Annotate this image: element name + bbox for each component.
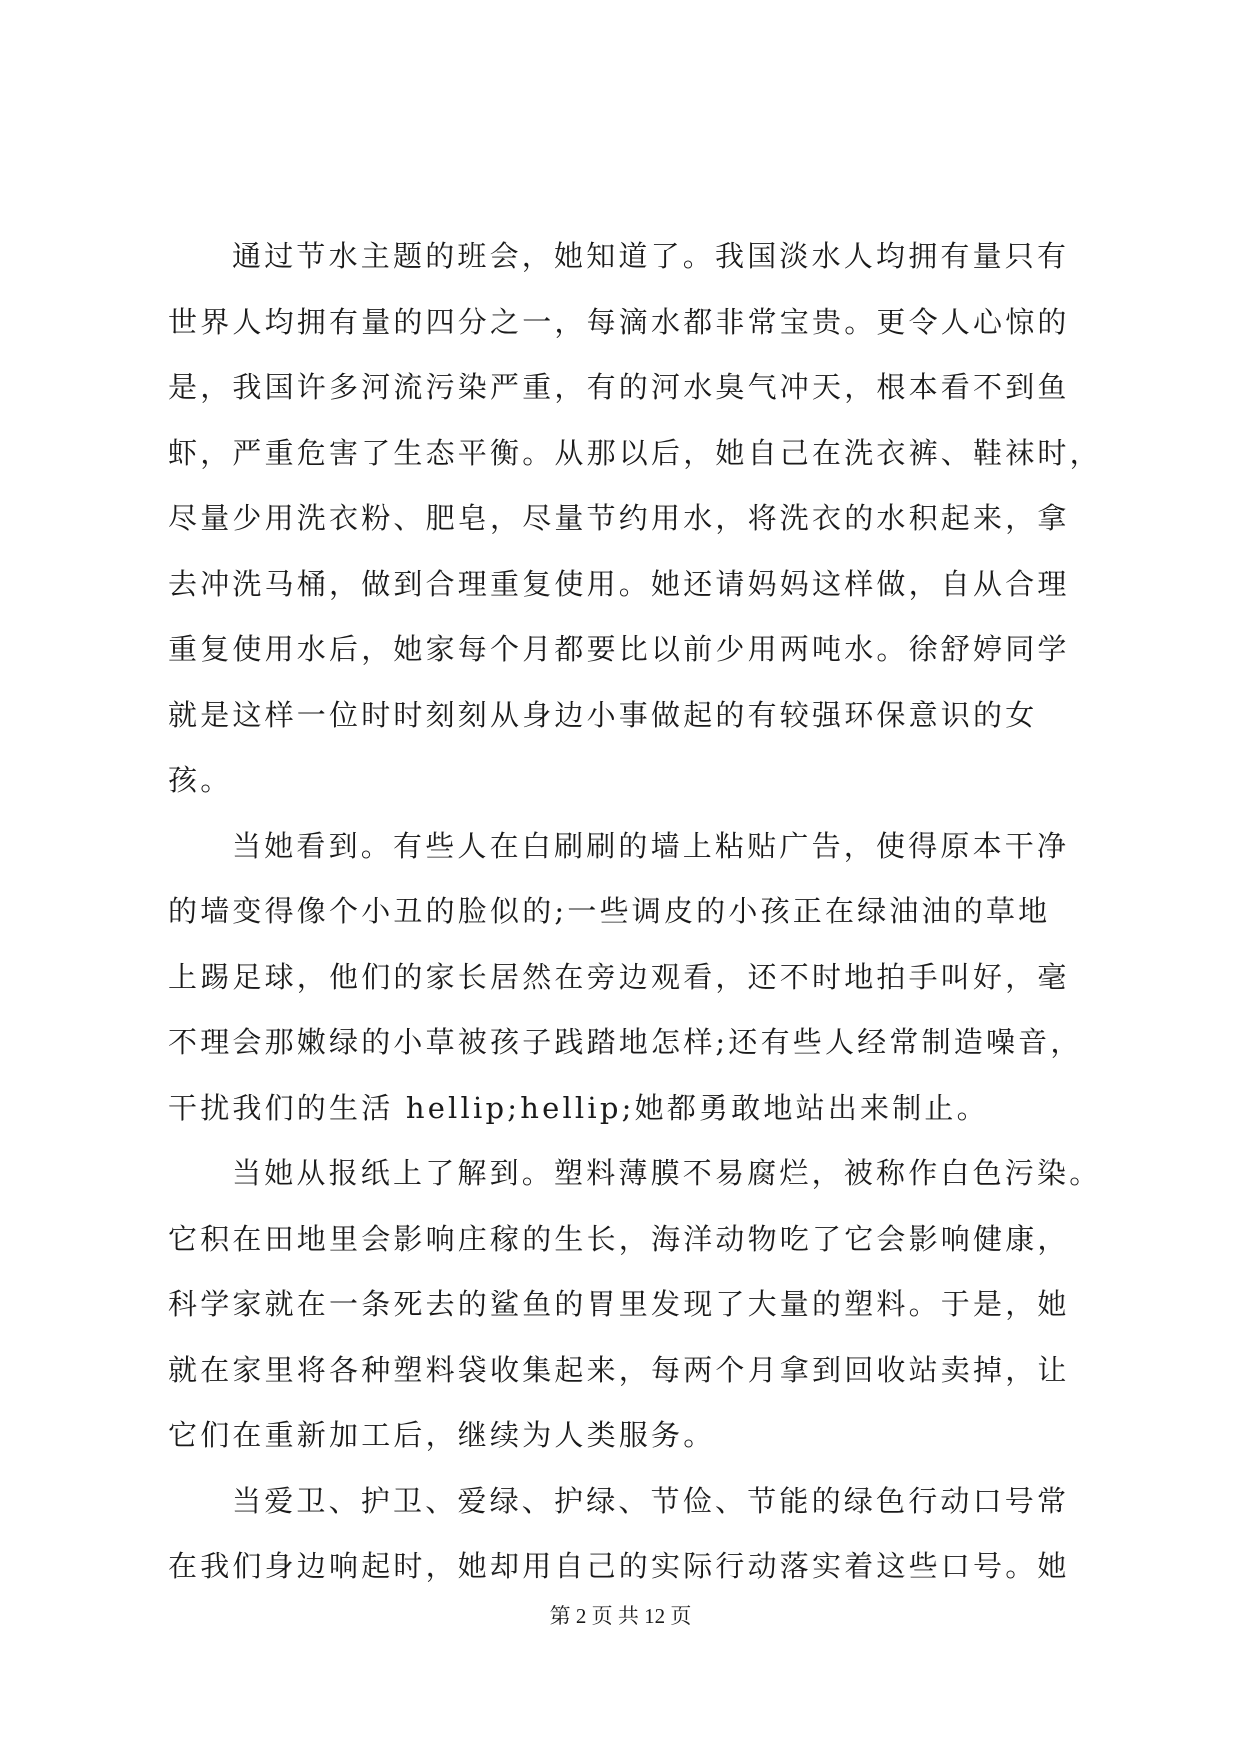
text-line: 孩。 bbox=[168, 763, 233, 797]
page-footer: 第 2 页 共 12 页 bbox=[549, 1604, 692, 1628]
text-line: 当她从报纸上了解到。塑料薄膜不易腐烂，被称作白色污染。 bbox=[232, 1156, 1102, 1190]
text-line: 尽量少用洗衣粉、肥皂，尽量节约用水，将洗衣的水积起来，拿 bbox=[168, 501, 1070, 535]
text-line: 干扰我们的生活 hellip;hellip;她都勇敢地站出来制止。 bbox=[168, 1090, 989, 1125]
text-line: 就是这样一位时时刻刻从身边小事做起的有较强环保意识的女 bbox=[168, 697, 1038, 732]
text-line: 科学家就在一条死去的鲨鱼的胃里发现了大量的塑料。于是，她 bbox=[168, 1287, 1070, 1321]
text-line: 当爱卫、护卫、爱绿、护绿、节俭、节能的绿色行动口号常 bbox=[232, 1483, 1070, 1518]
text-line: 通过节水主题的班会，她知道了。我国淡水人均拥有量只有 bbox=[232, 239, 1070, 273]
text-line: 在我们身边响起时，她却用自己的实际行动落实着这些口号。她 bbox=[168, 1549, 1070, 1583]
text-line: 重复使用水后，她家每个月都要比以前少用两吨水。徐舒婷同学 bbox=[168, 632, 1070, 666]
text-line: 它们在重新加工后，继续为人类服务。 bbox=[168, 1418, 716, 1452]
text-line: 当她看到。有些人在白刷刷的墙上粘贴广告，使得原本干净 bbox=[232, 828, 1070, 863]
text-line: 上踢足球，他们的家长居然在旁边观看，还不时地拍手叫好，毫 bbox=[168, 959, 1070, 994]
text-line: 的墙变得像个小丑的脸似的;一些调皮的小孩正在绿油油的草地 bbox=[168, 894, 1051, 928]
body-text bbox=[168, 224, 1102, 1600]
text-line: 就在家里将各种塑料袋收集起来，每两个月拿到回收站卖掉，让 bbox=[168, 1352, 1070, 1387]
text-line: 去冲洗马桶，做到合理重复使用。她还请妈妈这样做，自从合理 bbox=[168, 566, 1070, 601]
text-line: 是，我国许多河流污染严重，有的河水臭气冲天，根本看不到鱼 bbox=[168, 370, 1070, 404]
text-line: 虾，严重危害了生态平衡。从那以后，她自己在洗衣裤、鞋袜时， bbox=[168, 435, 1102, 470]
text-line: 世界人均拥有量的四分之一，每滴水都非常宝贵。更令人心惊的 bbox=[168, 304, 1070, 339]
text-line: 它积在田地里会影响庄稼的生长，海洋动物吃了它会影响健康， bbox=[168, 1221, 1070, 1256]
text-line: 不理会那嫩绿的小草被孩子践踏地怎样;还有些人经常制造噪音， bbox=[168, 1025, 1083, 1059]
